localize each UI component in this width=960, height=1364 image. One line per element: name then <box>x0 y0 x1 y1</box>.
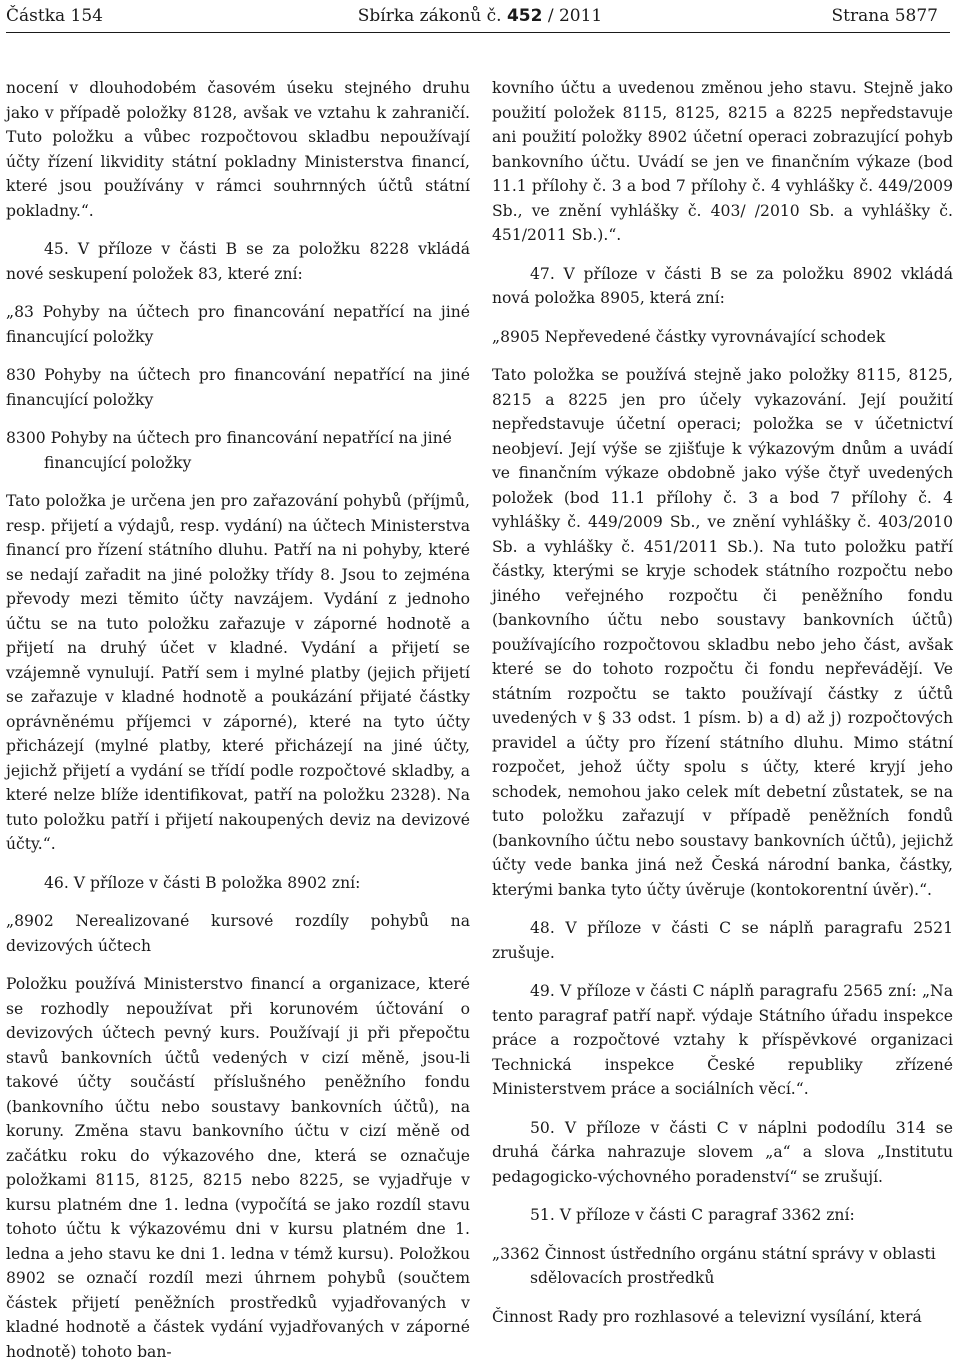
item-8905: „8905 Nepřevedené částky vyrovnávající schodek <box>492 327 886 346</box>
collection-title <box>6 4 954 28</box>
item-8300: 8300 Pohyby na účtech pro financování nepatřící na jiné financující položky <box>6 429 452 472</box>
header-rule <box>6 32 950 33</box>
item-8902: „8902 Nerealizované kursové rozdíly pohybů na devizových účtech <box>6 912 470 955</box>
amendment-47: 47. V příloze v části B se za položku 8902 vkládá nová položka 8905, která zní: <box>492 264 953 307</box>
paragraph: nocení v dlouhodobém časovém úseku stejného druhu jako v případě položky 8128, avšak ve vztahu k zahraničí. Tuto položku a vůbec rozpočtovou skladbu nepoužívají účty řízení likvidity státní pokladny Ministerstva financí, které jsou používány v rámci souhrnných účtů státní pokladny.“. <box>6 79 470 220</box>
collection-number: 452 <box>506 6 543 26</box>
issue-number: Částka 154 <box>6 6 103 26</box>
amendment-51: 51. V příloze v části C paragraf 3362 zní: <box>530 1206 855 1224</box>
page-number: Strana 5877 <box>831 6 938 26</box>
paragraph: Tato položka se používá stejně jako položky 8115, 8125, 8215 a 8225 jen pro účely vykazování. Její použití nepředstavuje účetní operaci; položka se v účetnictví neobjeví. Její výše se zjišťuje k výkazovým dnům a uvádí ve finančním výkaze obdobně jako výše čtyř uvedených položek (bod 11.1 přílohy č. 3 a bod 7 přílohy č. 4 vyhlášky č. 449/2009 Sb., ve znění vyhlášky č. 403/2010 Sb. a vyhlášky č. 451/2011 Sb.). Na tuto položku patří částky, kterými se kryje schodek státního rozpočtu nebo jiného veřejného rozpočtu či peněžního fondu (bankovního účtu nebo soustavy bankovních účtů) používajícího rozpočtovou skladbu nebo jeho část, avšak které se do tohoto rozpočtu či fondu nepřevádějí. Ve státním rozpočtu se takto používají částky z účtů uvedených v § 33 odst. 1 písm. b) a d) až j) rozpočtových pravidel a účty pro řízení státního dluhu. Mimo státní rozpočet, jehož účty spolu s účty, které kryjí jeho schodek, nemohou jako celek mít debetní zůstatek, se na tuto položku zařazují v případě peněžních fondů (bankovního účtu nebo soustavy bankovních účtů), jejichž účty vede banka jiná než Česká národní banka, částky, kterými banka tyto účty úvěruje (kontokorentní úvěr).“. <box>492 366 953 899</box>
paragraph: kovního účtu a uvedenou změnou jeho stavu. Stejně jako použití položek 8115, 8125, 8215 a 8225 nepředstavuje ani použití položky 8902 účetní operaci zobrazující pohyb bankovního účtu. Uvádí se jen ve finančním výkaze (bod 11.1 přílohy č. 3 a bod 7 přílohy č. 4 vyhlášky č. 449/2009 Sb., ve znění vyhlášky č. 403/ /2010 Sb. a vyhlášky č. 451/2011 Sb.).“. <box>492 79 953 244</box>
item-3362: „3362 Činnost ústředního orgánu státní správy v oblasti sdělovacích prostředků <box>492 1244 936 1287</box>
right-column <box>492 76 953 1329</box>
paragraph: Položku používá Ministerstvo financí a organizace, které se rozhodly nepoužívat při korunovém účtování o devizových účtech pevný kurs. Používají ji při přepočtu stavů bankovních účtů vedených v cizí měně, jsou-li takové účty součástí příslušného peněžního fondu (bankovního účtu nebo soustavy bankovních účtů), na koruny. Změna stavu bankovního účtu v cizí měně od začátku roku do výkazového dne, která se označuje položkami 8115, 8125, 8215 nebo 8225, se vyjadřuje v kursu platném dne 1. ledna (vypočítá se jako rozdíl stavu tohoto účtu k výkazovému dni v kursu platném dne 1. ledna a jeho stavu ke dni 1. ledna v témž kursu). Položkou 8902 se označí rozdíl mezi úhrnem pohybů (součtem částek přijetí peněžních prostředků vyjadřovaných v kladné hodnotě a částek vydání vyjadřovaných v záporné hodnotě) tohoto ban- <box>6 975 470 1361</box>
paragraph: Činnost Rady pro rozhlasové a televizní vysílání, která <box>492 1307 922 1326</box>
item-830: 830 Pohyby na účtech pro financování nepatřící na jiné financující položky <box>6 366 470 409</box>
collection-title-prefix: Sbírka zákonů č. <box>357 6 502 26</box>
page-header <box>6 4 954 28</box>
left-column <box>6 76 470 1364</box>
amendment-50: 50. V příloze v části C v náplni pododílu 314 se druhá čárka nahrazuje slovem „a“ a slova „Institutu pedagogicko-výchovného poradenství“ se zrušují. <box>492 1118 953 1186</box>
item-83: „83 Pohyby na účtech pro financování nepatřící na jiné financující položky <box>6 303 470 346</box>
paragraph: Tato položka je určena jen pro zařazování pohybů (příjmů, resp. přijetí a výdajů, resp. vydání) na účtech Ministerstva financí pro řízení státního dluhu. Patří na ni pohyby, které se nedají zařadit na jiné položky třídy 8. Jsou to zejména převody mezi těmito účty navzájem. Vydání z jednoho účtu se na tuto položku zařazuje v záporné hodnotě a přijetí na druhý účet v kladné. Vydání a přijetí se vzájemně vynulují. Patří sem i mylné platby (jejich přijetí se zařazuje v kladné hodnotě a poukázání přijaté částky oprávněnému příjemci v záporné), které na tyto účty přicházejí (mylné platby, které přicházejí na jiné účty, jejichž přijetí a vydání se třídí podle rozpočtové skladby, a které nelze blíže identifikovat, patří na položku 2328). Na tuto položku patří i přijetí nakoupených deviz na devizové účty.“. <box>6 492 470 853</box>
amendment-46: 46. V příloze v části B položka 8902 zní: <box>44 873 361 892</box>
collection-year: / 2011 <box>547 6 603 26</box>
amendment-49: 49. V příloze v části C náplň paragrafu 2565 zní: „Na tento paragraf patří např. výdaje Státního úřadu inspekce práce a rozpočtové vztahy k příspěvkové organizaci Technická inspekce České republiky zřízené Ministerstvem práce a sociálních věcí.“. <box>492 982 953 1098</box>
amendment-45: 45. V příloze v části B se za položku 8228 vkládá nové seskupení položek 83, které zní: <box>6 240 470 283</box>
amendment-48: 48. V příloze v části C se náplň paragrafu 2521 zrušuje. <box>492 919 953 962</box>
